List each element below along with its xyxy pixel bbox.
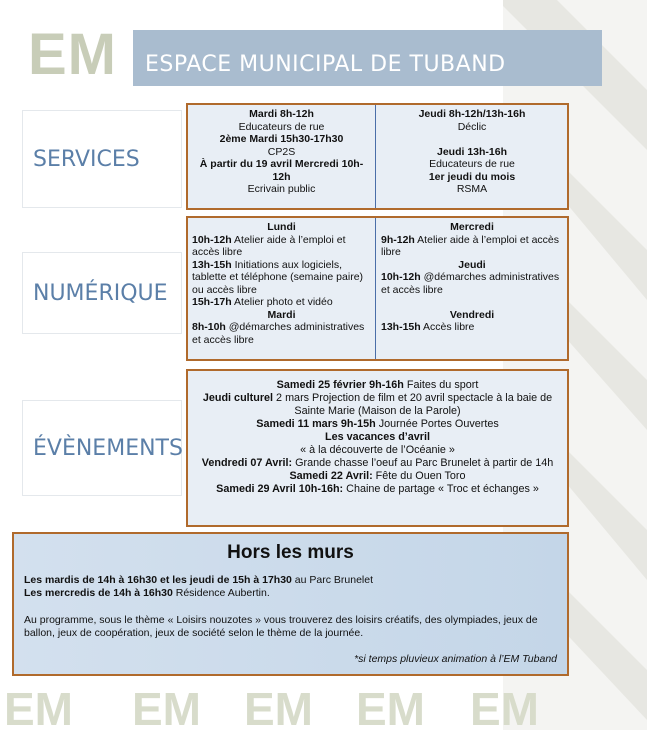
text-line <box>192 133 371 146</box>
line-bold: Vendredi <box>449 308 495 321</box>
text-line <box>192 392 563 418</box>
line-bold: Les vacances d’avril <box>324 431 431 443</box>
line-text: Atelier photo et vidéo <box>231 296 333 308</box>
evenements-box <box>186 369 569 527</box>
text-line <box>381 309 563 322</box>
line-text: RSMA <box>456 183 488 195</box>
line-bold: 2ème Mardi 15h30-17h30 <box>219 133 344 145</box>
line-text: Initiations aux logiciels, tablette et téléphone (semaine paire) ou accès libre <box>192 258 364 296</box>
line-bold: Samedi 11 mars 9h-15h <box>256 418 376 430</box>
numerique-label <box>22 252 182 334</box>
page-title: ESPACE MUNICIPAL DE TUBAND <box>145 52 506 77</box>
line-bold: 13h-15h <box>192 258 232 271</box>
services-right-column <box>377 105 567 208</box>
line-text: Fête du Ouen Toro <box>372 470 466 482</box>
line-text: Chaine de partage « Troc et échanges » <box>343 483 539 495</box>
text-line <box>192 146 371 159</box>
text-line <box>192 121 371 134</box>
line-text: « à la découverte de l’Océanie » <box>300 444 455 456</box>
services-left-column <box>188 105 375 208</box>
text-line <box>192 444 563 457</box>
line-bold: 10h-12h <box>381 271 421 283</box>
schedule-1-days: Les mardis de 14h à 16h30 et les jeudi de 15h à 17h30 <box>24 574 292 586</box>
text-line <box>192 457 563 470</box>
evenements-label <box>22 400 182 496</box>
column-divider <box>375 218 376 359</box>
line-bold: Lundi <box>267 221 296 233</box>
text-line <box>192 234 371 259</box>
text-line <box>192 379 563 392</box>
footer-em-logo: EM <box>470 683 539 735</box>
line-bold: 9h-12h <box>381 233 415 246</box>
numerique-box <box>186 216 569 361</box>
line-text: 2 mars Projection de film et 20 avril spectacle à la baie de Sainte Marie (Maison de la Parole) <box>273 392 553 417</box>
text-line <box>192 483 563 496</box>
line-text: Journée Portes Ouvertes <box>375 418 499 430</box>
line-bold: Samedi 29 Avril 10h-16h: <box>216 483 344 495</box>
hors-title: Hors les murs <box>227 542 354 563</box>
text-line <box>381 158 563 171</box>
text-line <box>192 108 371 121</box>
line-text: Déclic <box>457 120 487 133</box>
line-text: @démarches administratives et accès libre <box>192 321 365 346</box>
schedule-1-place: au Parc Brunelet <box>291 574 374 586</box>
text-line <box>381 171 563 184</box>
column-divider <box>375 105 376 208</box>
text-line <box>192 321 371 346</box>
footer-em-logo: EM <box>356 683 425 735</box>
line-bold: À partir du 19 avril Mercredi 10h-12h <box>199 158 364 183</box>
hors-les-murs-box <box>12 532 569 676</box>
line-bold: Jeudi 8h-12h/13h-16h <box>418 108 526 120</box>
line-bold: 13h-15h <box>381 321 421 333</box>
text-line <box>192 470 563 483</box>
line-bold: Jeudi <box>458 258 486 271</box>
line-text: Ecrivain public <box>247 183 316 195</box>
line-text: Educateurs de rue <box>238 120 325 133</box>
text-line <box>381 146 563 159</box>
line-bold: Jeudi culturel <box>202 392 274 404</box>
line-text: Educateurs de rue <box>429 158 515 170</box>
text-line <box>381 133 563 146</box>
text-line <box>192 418 563 431</box>
line-bold: 10h-12h <box>192 233 232 246</box>
numerique-right-column <box>377 218 567 359</box>
title-banner <box>133 30 602 86</box>
footer-em-logo: EM <box>4 683 73 735</box>
text-line <box>192 259 371 297</box>
line-bold: Mardi <box>267 308 296 321</box>
line-text: Accès libre <box>420 321 475 333</box>
footer-em-logo: EM <box>132 683 201 735</box>
line-bold: Jeudi 13h-16h <box>436 145 508 158</box>
text-line <box>192 431 563 444</box>
schedule-line-2 <box>24 587 557 600</box>
services-label-text: SERVICES <box>33 146 140 172</box>
numerique-label-text: NUMÉRIQUE <box>33 280 168 306</box>
line-bold: Mercredi <box>450 221 494 233</box>
text-line <box>381 259 563 272</box>
text-line <box>381 321 563 334</box>
evenements-label-text: ÉVÈNEMENTS <box>33 435 183 461</box>
program-text: Au programme, sous le thème « Loisirs nouzotes » vous trouverez des loisirs créatifs, des olympiades, jeux de ballon, jeux de coopération, jeux de société selon le thème de la journée. <box>24 614 538 639</box>
text-line <box>192 309 371 322</box>
services-label <box>22 110 182 208</box>
text-line <box>192 158 371 183</box>
text-line <box>381 271 563 296</box>
em-logo: EM <box>28 22 117 87</box>
line-text: Atelier aide à l’emploi et accès libre <box>192 233 346 258</box>
line-text: Atelier aide à l’emploi et accès libre <box>381 233 560 258</box>
line-bold: Samedi 22 Avril: <box>289 470 373 482</box>
line-bold: 1er jeudi du mois <box>428 170 516 183</box>
line-bold: Vendredi 07 Avril: <box>201 457 293 469</box>
line-bold: 15h-17h <box>192 296 232 308</box>
text-line <box>381 296 563 309</box>
text-line <box>381 183 563 196</box>
text-line <box>381 234 563 259</box>
schedule-line-1 <box>24 574 557 587</box>
footer-em-logo: EM <box>244 683 313 735</box>
line-bold: 8h-10h <box>192 321 226 333</box>
schedule-2-place: Résidence Aubertin. <box>172 587 270 599</box>
evenements-list <box>188 371 567 525</box>
rain-note: *si temps pluvieux animation à l’EM Tuband <box>354 653 557 665</box>
text-line <box>381 221 563 234</box>
line-text: @démarches administratives et accès libre <box>381 271 560 296</box>
text-line <box>192 183 371 196</box>
text-line <box>192 296 371 309</box>
line-text: Faites du sport <box>403 379 479 391</box>
text-line <box>192 221 371 234</box>
line-text: Grande chasse l’oeuf au Parc Brunelet à partir de 14h <box>292 457 554 469</box>
text-line <box>381 108 563 121</box>
line-bold: Mardi 8h-12h <box>249 108 314 120</box>
numerique-left-column <box>188 218 375 359</box>
line-bold: Samedi 25 février 9h-16h <box>276 379 404 391</box>
line-text: CP2S <box>267 145 296 158</box>
services-box <box>186 103 569 210</box>
text-line <box>381 121 563 134</box>
schedule-2-days: Les mercredis de 14h à 16h30 <box>24 587 173 599</box>
